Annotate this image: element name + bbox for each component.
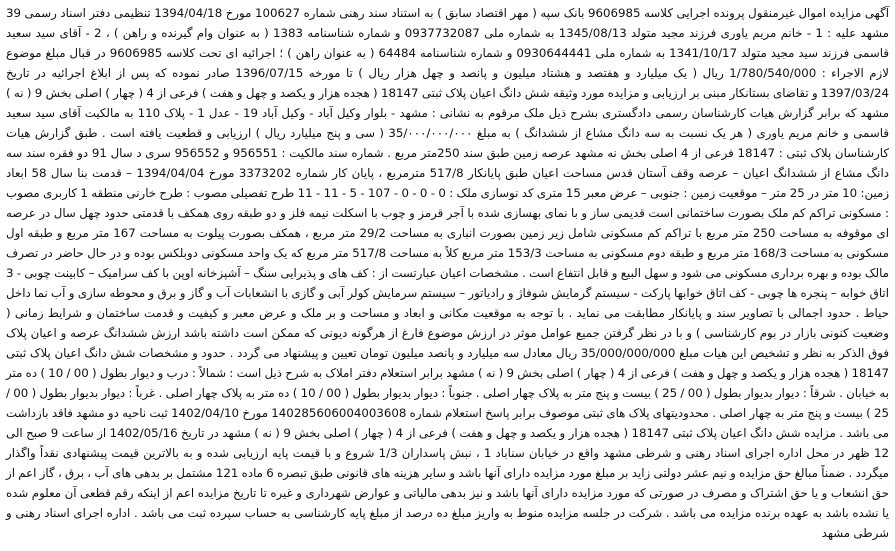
auction-notice-text: آگهی مزایده اموال غیرمنقول پرونده اجرایی کلاسه 9606985 بانک سپه ( مهر اقتصاد سابق ) به استناد سند رهنی شماره 100627 مورخ 1394/04/18 تنظیمی دفتر اسناد رسمی 39 مشهد علیه : 1 - خانم مریم یاوری فرزند مجید متولد 1345/08/13 به شماره ملی 0937732087 و شماره شناسنامه 1383 ( به عنوان وام گیرنده و راهن ) ، 2 - آقای سید سعید قاسمی فرزند سید مجید متولد 1341/10/17 به شماره ملی 0930644441 و شماره شناسنامه 64484 ( به عنوان راهن ) ؛ اجرائیه ای تحت کلاسه 9606985 در قبال مبلغ موضوع لازم الاجراء : 1/780/540/000 ریال ( یک میلیارد و هفتصد و هشتاد میلیون و پانصد و چهل هزار ریال ) تا مورخه 1396/07/15 صادر نموده که پس از ابلاغ اجرائیه در تاریخ 1397/03/24 و تقاضای بستانکار مبنی بر ارزیابی و مزایده مورد وثیقه شش دانگ اعیان پلاک ثبتی 18147 ( هجده هزار و یکصد و چهل و هفت ) فرعی از 4 ( چهار ) اصلی بخش 9 ( نه ) مشهد که برابر گزارش هیات کارشناسان رسمی دادگستری بشرح ذیل ملک مرقوم به نشانی : مشهد - بلوار وکیل آباد - وکیل آباد 19 - عدل 1 - پلاک 110 به مالکیت آقای سید سعید قاسمی و خانم مریم یاوری ( هر یک نسبت به سه دانگ مشاع از ششدانگ ) به مبلغ 35/۰۰۰/۰۰۰/۰۰۰ ( سی و پنج میلیارد ریال ) ارزیابی و قطعیت یافته است . طبق گزارش هیات کارشناسان پلاک ثبتی : 18147 فرعی از 4 اصلی بخش نه مشهد عرصه زمین طبق سند 250متر مربع . شماره سند مالکیت : 956551 و 956552 سری د سال 91 دو فقره سند سه دانگ مشاع از ششدانگ اعیان – عرصه وقف آستان قدس مساحت اعیان طبق پایانکار 517/8 مترمربع ، پایان کار شماره 3373202 مورخ 1394/04/04 – قدمت بنا سال 58 ابعاد زمین: 10 متر در 25 متر – موقعیت زمین : جنوبی – عرض معبر 15 متری کد نوسازی ملک : 0 - 0 - 0 - 107 - 5 - 11 - 11 طرح تفصیلی مصوب : طرح خارنی منطقه 1 کاربری مصوب : مسکونی تراکم کم ملک بصورت ساختمانی است قدیمی ساز و با نمای بهسازی شده با آجر قرمز و چوب با اسکلت نیمه فلز و دو طبقه روی همکف با قدمتی حدود چهل سال در عرصه ای موقوفه به مساحت 250 متر مربع با تراکم کم مسکونی شامل زیر زمین بصورت انباری به مساحت 29/2 متر مربع ، همکف بصورت پیلوت به مساحت 167 متر مربع و طبقه اول مسکونی به مساحت 168/3 متر مربع و طبقه دوم مسکونی به مساحت 153/3 متر مربع کلاً به مساحت 517/8 متر مربع که یک واحد مسکونی دوبلکس بوده و در حال حاضر در تصرف مالک بوده و بهره برداری مسکونی می شود و سهل البیع و قابل انتفاع است . مشخصات اعیان عبارتست از : کف های و پذیرایی سنگ – آشپزخانه اوپن با کف سرامیک – کابینت چوبی - 3 اتاق خوابه – پنجره ها چوبی - کف اتاق خوابها پارکت - سیستم گرمایش شوفاژ و رادیاتور – سیستم سرمایش کولر آبی و گازی با انشعابات آب و گاز و برق و محوطه سازی و آب نما داخل حیاط . حدود اجمالی با تصاویر سند و پایانکار مطابقت می نماید . با توجه به موقعیت مکانی و ابعاد و مساحت و بر ملک و عرض معبر و کیفیت و قدمت ساختمان و شرایط زمانی ( وضعیت کنونی بازار در بوم کارشناسی ) و با در نظر گرفتن جمیع عوامل موثر در ارزش موضوع فارغ از هرگونه دیونی که ممکن است داشته باشد ارزش ششدانگ عرصه و اعیان پلاک فوق الذکر به نظر و تشخیص این هیات مبلغ 35/000/000/000 ریال معادل سه میلیارد و پانصد میلیون تومان تعیین و پیشنهاد می گردد . حدود و مشخصات شش دانگ اعیان پلاک ثبتی 18147 ( هجده هزار و یکصد و چهل و هفت ) فرعی از 4 ( چهار ) اصلی بخش 9 ( نه ) مشهد برابر استعلام دفتر املاک به شرح ذیل است : شمالاً : درب و دیوار بطول ( 00 / 10 ) ده متر به خیابان . شرقاً : دیوار بدیوار بطول ( 00 / 25 ) بیست و پنج متر به پلاک چهار اصلی . جنوباً : دیوار بدیوار بطول ( 00 / 10 ) ده متر به پلاک چهار اصلی . غرباً : دیوار بدیوار بطول ( 00 / 25 ) بیست و پنج متر به چهار اصلی . محدودیتهای پلاک های ثبتی موصوف برابر پاسخ استعلام شماره 140285606004003608 مورخ 1402/04/10 ثبت ناحیه دو مشهد فاقد بازداشت می باشد . مزایده شش دانگ اعیان پلاک ثبتی 18147 ( هجده هزار و یکصد و چهل و هفت ) فرعی از 4 ( چهار ) اصلی بخش 9 ( نه ) مشهد در تاریخ 1402/05/16 از ساعت 9 صبح الی 12 ظهر در محل اداره اجرای اسناد رهنی و شرطی مشهد واقع در خیابان سناباد 1 ، نبش پاسداران 1/3 شروع و با قیمت پایه ارزیابی شده و به بالاترین قیمت پیشنهادی نقداً واگذار میگردد . ضمناً مبالغ حق مزایده و نیم عشر دولتی زاید بر مبلغ مورد مزایده دارای آنها باشد و سایر هزینه های قانونی طبق تبصره 6 ماده 121 مشتمل بر بدهی های آب ، برق ، گاز اعم از حق انشعاب و یا حق اشتراک و مصرف در صورتی که مورد مزایده دارای آنها باشد و نیز بدهی مالیاتی و عوارض شهرداری و غیره تا تاریخ مزایده اعم از اینکه رقم قطعی آن معلوم شده یا نشده باشد به عهده برنده مزایده می باشد . شرکت در جلسه مزایده منوط به واریز مبلغ ده درصد از مبلغ پایه کارشناسی به حساب سپرده ثبت می باشد . اداره اجرای اسناد رهنی و شرطی مشهد bbox=[6, 6, 890, 540]
